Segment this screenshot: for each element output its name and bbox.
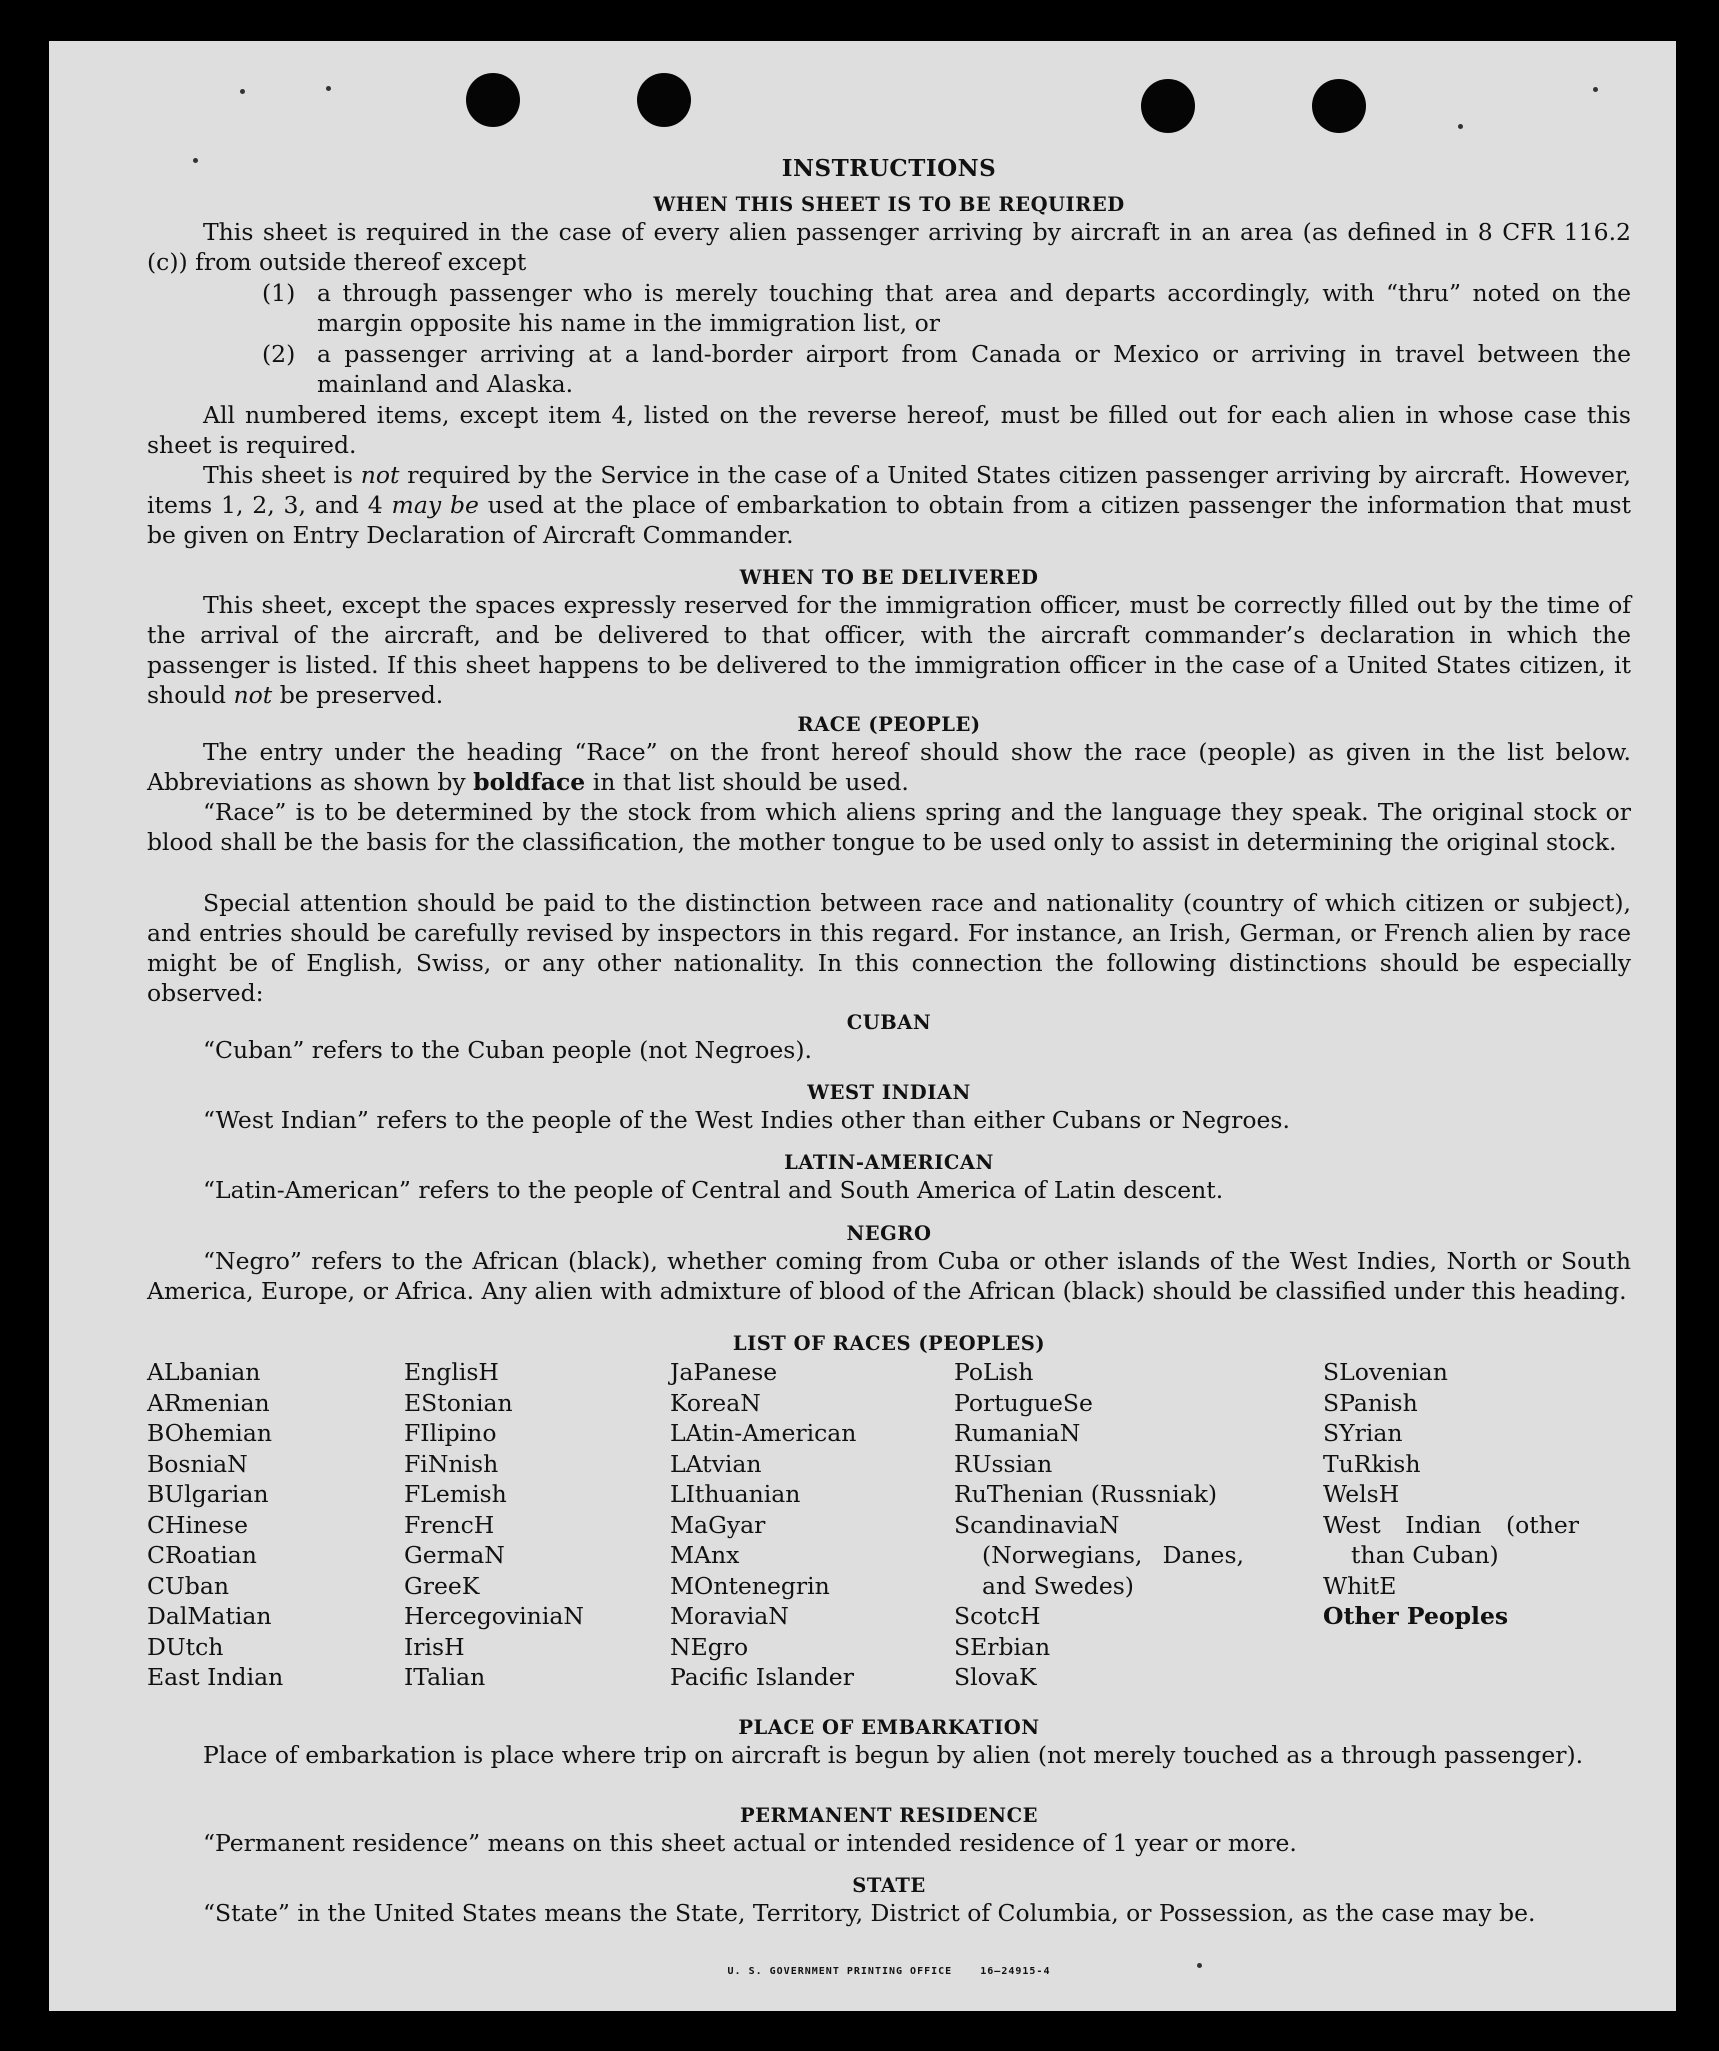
race-entry: ITalian [404, 1663, 486, 1691]
speck [1593, 87, 1598, 92]
race-entry: DalMatian [147, 1602, 272, 1630]
race-entry: Pacific Islander [670, 1663, 854, 1691]
heading-residence: PERMANENT RESIDENCE [739, 1804, 1038, 1827]
printer-imprint: U. S. GOVERNMENT PRINTING OFFICE 16—24915-4 [727, 1966, 1051, 1977]
state-text: “State” in the United States means the State, Territory, District of Columbia, or Possession, as the case may be. [203, 1899, 1536, 1927]
exception-text: a through passenger who is merely touching that area and departs accordingly, with “thru” noted on the margin opposite his name in the immigration list, or [317, 279, 1631, 337]
race-entry: RumaniaN [954, 1419, 1081, 1447]
race-entry: ScandinaviaN (Norwegians, Danes, and Swedes) [954, 1510, 1244, 1600]
race-entry: EStonian [404, 1388, 513, 1417]
negro-text: “Negro” refers to the African (black), whether coming from Cuba or other islands of the West Indies, North or South America, Europe, or Africa. Any alien with admixture of blood of the African (black) should be classified under this heading. [147, 1247, 1631, 1305]
race-list-column [147, 1357, 283, 1693]
race-entry: MaGyar [670, 1510, 766, 1539]
race-entry: MAnx [670, 1541, 740, 1569]
punch-hole [1141, 79, 1195, 133]
document-page [49, 41, 1676, 2011]
race-entry: LIthuanian [670, 1480, 801, 1508]
race-entry: MOntenegrin [670, 1571, 830, 1600]
race-entry: RUssian [954, 1449, 1053, 1478]
heading-embarkation: PLACE OF EMBARKATION [738, 1716, 1040, 1739]
race-entry: EnglisH [404, 1358, 499, 1386]
citizen-paragraph: This sheet is not required by the Service in the case of a United States citizen passenger arriving by aircraft. However, items 1, 2, 3, and 4 may be used at the place of embarkation to obtain from a citizen passenger the information that must be given on Entry Declaration of Aircraft Commander. [147, 461, 1631, 549]
heading-list-of-races: LIST OF RACES (PEOPLES) [732, 1332, 1046, 1355]
race-entry: PortugueSe [954, 1388, 1093, 1417]
when-required-intro: This sheet is required in the case of every alien passenger arriving by aircraft in an area (as defined in 8 CFR 116.2 (c)) from outside thereof except [147, 218, 1631, 276]
race-entry: ScotcH [954, 1602, 1041, 1630]
west-indian-text: “West Indian” refers to the people of the West Indies other than either Cubans or Negroes. [203, 1106, 1290, 1134]
page-title: INSTRUCTIONS [781, 155, 997, 182]
race-entry: CRoatian [147, 1541, 257, 1569]
latin-american-text: “Latin-American” refers to the people of Central and South America of Latin descent. [203, 1176, 1224, 1204]
heading-west-indian: WEST INDIAN [807, 1081, 971, 1104]
heading-negro: NEGRO [846, 1222, 932, 1245]
race-paragraph-1: The entry under the heading “Race” on the front hereof should show the race (people) as given in the list below. Abbreviations as shown by boldface in that list should be used. [147, 738, 1631, 796]
race-list-column [1323, 1357, 1579, 1632]
race-entry: NEgro [670, 1632, 749, 1661]
punch-hole [466, 73, 520, 127]
race-entry: PoLish [954, 1358, 1034, 1386]
race-entry: BOhemian [147, 1419, 272, 1447]
race-entry: WelsH [1323, 1480, 1400, 1508]
embarkation-text: Place of embarkation is place where trip on aircraft is begun by alien (not merely touched as a through passenger). [203, 1741, 1584, 1769]
punch-hole [637, 73, 691, 127]
exception-number: (2) [262, 340, 296, 368]
race-list-column [954, 1357, 1244, 1693]
race-entry: DUtch [147, 1632, 224, 1661]
race-entry: WhitE [1323, 1571, 1397, 1600]
exception-item [262, 339, 1631, 399]
heading-latin-american: LATIN-AMERICAN [784, 1151, 994, 1174]
race-entry: FIlipino [404, 1419, 497, 1447]
race-entry: West Indian (other than Cuban) [1323, 1510, 1579, 1569]
race-entry: LAtvian [670, 1449, 762, 1478]
race-entry: GreeK [404, 1571, 480, 1600]
heading-race: RACE (PEOPLE) [797, 713, 981, 736]
race-entry: CHinese [147, 1510, 248, 1539]
speck [240, 89, 245, 94]
race-list-column [670, 1357, 856, 1693]
race-entry: MoraviaN [670, 1602, 789, 1630]
when-delivered-text: This sheet, except the spaces expressly reserved for the immigration officer, must be correctly filled out by the time of the arrival of the aircraft, and be delivered to that officer, with the aircraft commander’s declaration in which the passenger is listed. If this sheet happens to be delivered to the immigration officer in the case of a United States citizen, it should not be preserved. [147, 591, 1631, 709]
exception-number: (1) [262, 279, 296, 307]
heading-when-delivered: WHEN TO BE DELIVERED [739, 566, 1039, 589]
race-entry: ALbanian [147, 1358, 261, 1386]
speck [326, 86, 331, 91]
race-entry: East Indian [147, 1663, 284, 1691]
race-entry: RuThenian (Russniak) [954, 1480, 1217, 1508]
numbered-items-paragraph: All numbered items, except item 4, listed on the reverse hereof, must be filled out for each alien in whose case this sheet is required. [147, 401, 1631, 459]
race-entry: JaPanese [670, 1358, 778, 1386]
exception-item [262, 278, 1631, 338]
race-entry: CUban [147, 1571, 229, 1600]
exception-text: a passenger arriving at a land-border airport from Canada or Mexico or arriving in travel between the mainland and Alaska. [317, 340, 1631, 398]
race-entry: ARmenian [147, 1388, 270, 1417]
race-paragraph-2: “Race” is to be determined by the stock from which aliens spring and the language they speak. The original stock or blood shall be the basis for the classification, the mother tongue to be used only to assist in determining the original stock. [147, 798, 1631, 856]
cuban-text: “Cuban” refers to the Cuban people (not Negroes). [203, 1036, 813, 1064]
race-entry: SPanish [1323, 1388, 1418, 1417]
residence-text: “Permanent residence” means on this sheet actual or intended residence of 1 year or more. [203, 1829, 1297, 1857]
race-entry: HercegoviniaN [404, 1602, 584, 1630]
race-entry: BosniaN [147, 1449, 248, 1478]
race-paragraph-3: Special attention should be paid to the distinction between race and nationality (country of which citizen or subject), and entries should be carefully revised by inspectors in this regard. For instance, an Irish, German, or French alien by race might be of English, Swiss, or any other nationality. In this connection the following distinctions should be especially observed: [147, 889, 1631, 1007]
race-entry: SErbian [954, 1632, 1051, 1661]
punch-hole [1312, 79, 1366, 133]
race-entry: FiNnish [404, 1449, 499, 1478]
race-entry: LAtin-American [670, 1419, 857, 1447]
race-entry: SLovenian [1323, 1358, 1448, 1386]
heading-when-required: WHEN THIS SHEET IS TO BE REQUIRED [653, 193, 1125, 216]
speck [1458, 124, 1463, 129]
heading-state: STATE [852, 1874, 926, 1897]
race-entry: SYrian [1323, 1419, 1403, 1447]
race-entry: BUlgarian [147, 1480, 269, 1508]
race-entry: SlovaK [954, 1663, 1037, 1691]
race-entry: GermaN [404, 1541, 505, 1569]
race-entry: KoreaN [670, 1388, 761, 1417]
race-entry: TuRkish [1323, 1449, 1421, 1478]
race-entry: Other Peoples [1323, 1602, 1509, 1630]
heading-cuban: CUBAN [846, 1011, 932, 1034]
race-entry: FLemish [404, 1480, 507, 1508]
race-entry: IrisH [404, 1632, 465, 1661]
race-list-column [404, 1357, 584, 1693]
race-entry: FrencH [404, 1510, 495, 1539]
